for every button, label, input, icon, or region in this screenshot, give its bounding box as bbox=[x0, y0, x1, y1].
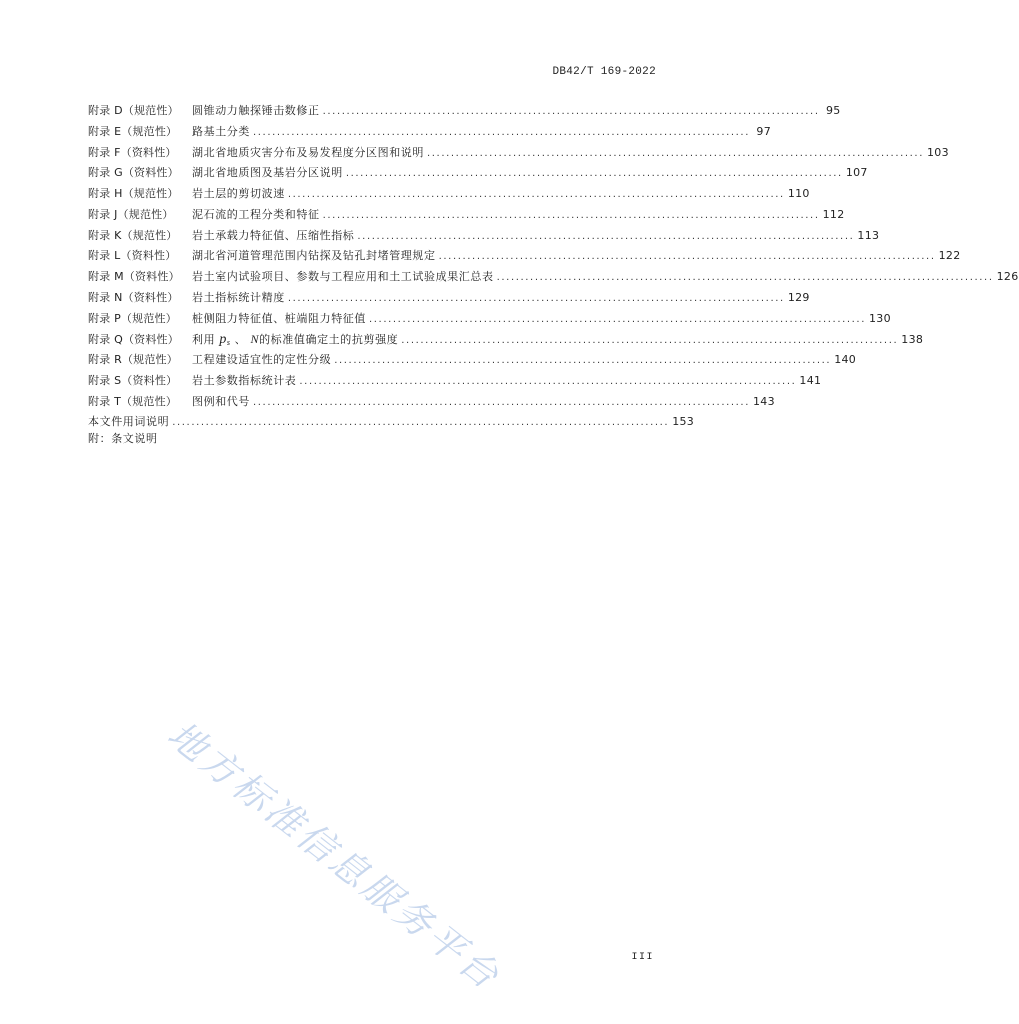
toc-label: 附录 Q（资料性） bbox=[88, 333, 179, 347]
toc-page: 97 bbox=[756, 124, 771, 138]
toc-row-l[interactable] bbox=[88, 246, 961, 267]
dot-leader: ........................................................................................................ bbox=[287, 292, 785, 304]
toc-page: 122 bbox=[938, 249, 961, 263]
toc-label: 附录 F（资料性） bbox=[88, 145, 177, 159]
toc-page: 110 bbox=[787, 187, 810, 200]
toc-title: 湖北省地质灾害分布及易发程度分区图和说明 bbox=[192, 145, 424, 159]
toc-page: 112 bbox=[822, 207, 845, 221]
dot-leader: ........................................................................................................ bbox=[345, 168, 843, 180]
toc-label: 附录 J（规范性） bbox=[88, 207, 174, 221]
toc-page: 95 bbox=[826, 104, 841, 117]
toc-title: 湖北省地质图及基岩分区说明 bbox=[192, 166, 343, 180]
dot-leader: ........................................................................................................ bbox=[334, 355, 832, 366]
toc-title: 岩土参数指标统计表 bbox=[192, 373, 297, 387]
toc-title: 湖北省河道管理范围内钻探及钻孔封堵管理规定 bbox=[192, 249, 436, 263]
dot-leader: ........................................................................................................ bbox=[287, 189, 785, 200]
toc-row-k[interactable] bbox=[88, 226, 880, 247]
toc-title: 图例和代号 bbox=[192, 394, 250, 408]
toc-page: 141 bbox=[799, 373, 822, 387]
toc-page: 138 bbox=[901, 333, 924, 347]
title-separator: 、 bbox=[234, 333, 247, 347]
toc-row-f[interactable] bbox=[88, 143, 949, 164]
dot-leader: ........................................................................................................ bbox=[172, 417, 670, 429]
toc-row-s[interactable] bbox=[88, 371, 822, 392]
p-symbol: p bbox=[219, 332, 227, 348]
toc-label: 附录 E（规范性） bbox=[88, 124, 178, 138]
toc-title: 桩侧阻力特征值、桩端阻力特征值 bbox=[192, 311, 366, 325]
toc-label: 附录 G（资料性） bbox=[88, 166, 179, 180]
toc-label: 附录 R（规范性） bbox=[88, 353, 178, 366]
toc-label: 附录 P（规范性） bbox=[88, 311, 177, 325]
n-symbol: N bbox=[250, 332, 260, 347]
toc-title: 岩土层的剪切波速 bbox=[192, 187, 285, 200]
title-prefix: 利用 bbox=[192, 333, 216, 347]
toc-row-p[interactable] bbox=[88, 309, 891, 330]
toc-label: 附录 K（规范性） bbox=[88, 228, 178, 242]
toc-title: 岩土承载力特征值、压缩性指标 bbox=[192, 228, 355, 242]
toc-label: 附录 D（规范性） bbox=[88, 104, 179, 117]
dot-leader: ........................................................................................................ bbox=[438, 251, 936, 263]
appendix-note: 附：条文说明 bbox=[88, 432, 158, 445]
toc-title: 岩土室内试验项目、参数与工程应用和土工试验成果汇总表 bbox=[192, 270, 494, 283]
dot-leader: ........................................................................................................ bbox=[427, 147, 924, 159]
toc-row-h[interactable] bbox=[88, 184, 810, 205]
dot-leader: ........................................................................................................ bbox=[299, 375, 797, 387]
toc-title: 路基土分类 bbox=[192, 124, 250, 138]
toc-label: 附录 S（资料性） bbox=[88, 373, 178, 387]
watermark: 地方标准信息服务平台 bbox=[159, 712, 510, 1000]
toc-page: 103 bbox=[927, 145, 949, 159]
dot-leader: ........................................................................................................ bbox=[357, 230, 855, 242]
toc-page: 107 bbox=[845, 166, 868, 180]
toc-row-t[interactable] bbox=[88, 392, 775, 413]
toc-row-j[interactable] bbox=[88, 205, 845, 226]
dot-leader: ........................................................................................................ bbox=[496, 272, 994, 283]
toc-row-r[interactable] bbox=[88, 350, 857, 371]
toc-title: 圆锥动力触探锤击数修正 bbox=[192, 104, 320, 117]
toc-page: 130 bbox=[869, 311, 891, 325]
toc-label: 附录 N（资料性） bbox=[88, 290, 179, 304]
page-number: III bbox=[631, 952, 654, 963]
dot-leader: ........................................................................................................ bbox=[322, 106, 820, 117]
p-subscript: s bbox=[226, 338, 231, 348]
dot-leader: ........................................................................................................ bbox=[401, 335, 899, 347]
toc-row-terms[interactable] bbox=[88, 412, 695, 433]
toc-title: 本文件用词说明 bbox=[88, 415, 170, 429]
toc-row-q[interactable] bbox=[88, 329, 924, 350]
toc-page: 129 bbox=[787, 290, 810, 304]
dot-leader: ........................................................................................................ bbox=[322, 209, 820, 221]
toc-title: 岩土指标统计精度 bbox=[192, 290, 285, 304]
toc-page: 113 bbox=[857, 228, 880, 242]
dot-leader: ........................................................................................................ bbox=[253, 396, 750, 408]
toc-label: 附录 H（规范性） bbox=[88, 187, 179, 200]
toc-row-n[interactable] bbox=[88, 288, 810, 309]
toc-label: 附录 M（资料性） bbox=[88, 270, 180, 283]
toc-row-e[interactable] bbox=[88, 122, 771, 143]
standard-code: DB42/T 169-2022 bbox=[552, 66, 656, 78]
toc-label: 附录 L（资料性） bbox=[88, 249, 177, 263]
toc-row-g[interactable] bbox=[88, 163, 868, 184]
toc-page: 126 bbox=[996, 270, 1019, 283]
toc-row-m[interactable] bbox=[88, 267, 1019, 288]
dot-leader: ........................................................................................................ bbox=[253, 126, 750, 138]
toc-title: 工程建设适宜性的定性分级 bbox=[192, 353, 332, 366]
toc-page: 143 bbox=[753, 394, 775, 408]
toc-page: 140 bbox=[834, 353, 857, 366]
dot-leader: ........................................................................................................ bbox=[369, 313, 866, 325]
toc-row-d[interactable] bbox=[88, 101, 841, 122]
table-of-contents bbox=[88, 101, 1019, 433]
toc-label: 附录 T（规范性） bbox=[88, 394, 178, 408]
title-suffix: 的标准值确定土的抗剪强度 bbox=[259, 333, 399, 347]
toc-page: 153 bbox=[672, 415, 695, 429]
toc-title: 泥石流的工程分类和特征 bbox=[192, 207, 320, 221]
